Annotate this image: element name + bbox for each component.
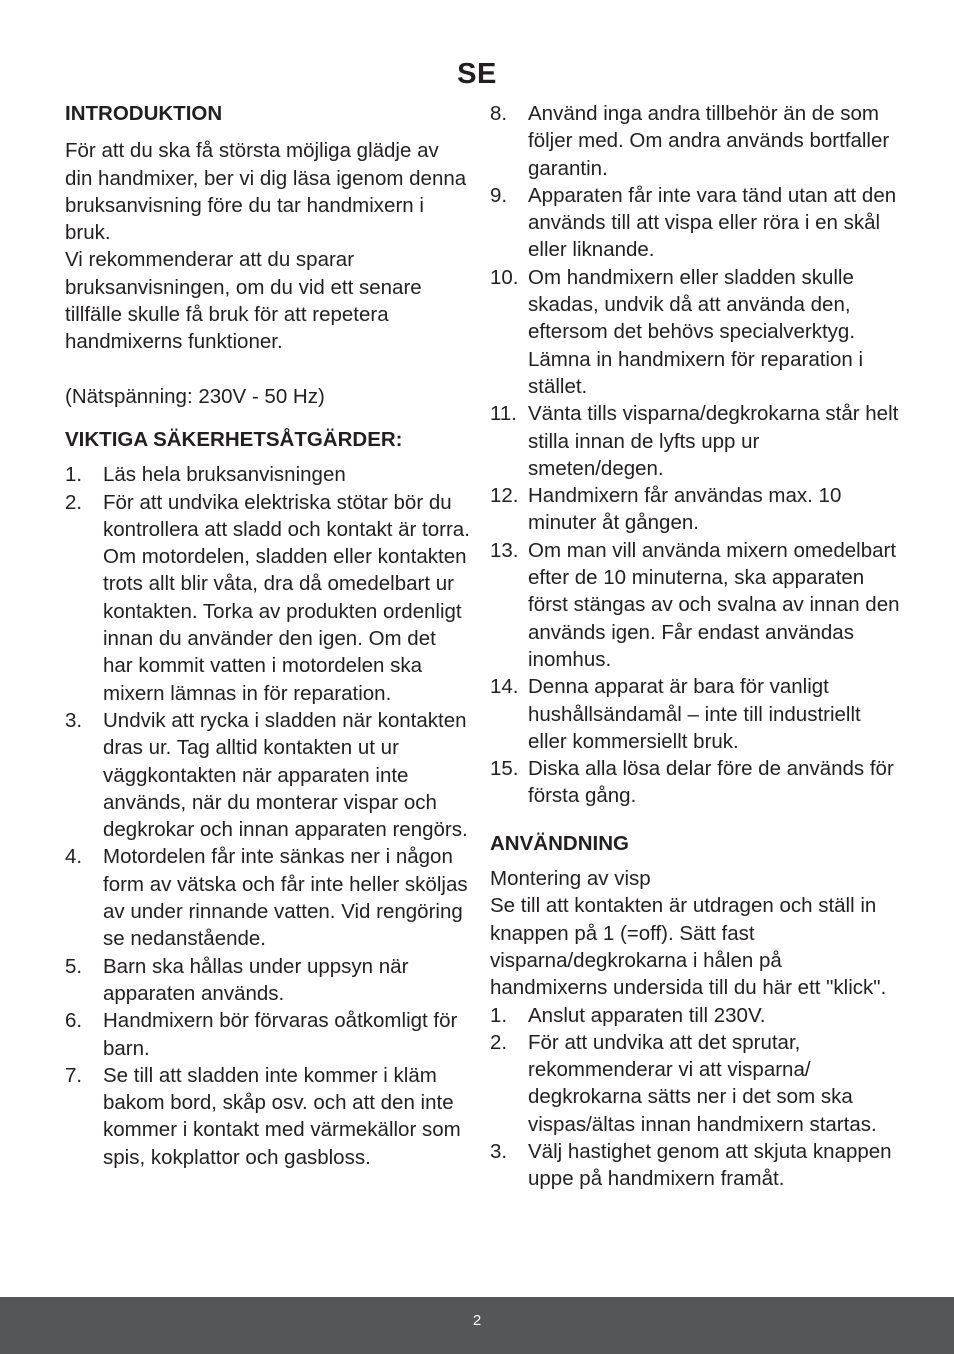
list-item: 3. Undvik att rycka i sladden när kontakten dras ur. Tag alltid kontakten ut ur väggkontakten när apparaten inte används, när du monterar vispar och degkrokar och innan apparaten rengörs. bbox=[65, 708, 468, 842]
list-item: 11. Vänta tills visparna/degkrokarna står helt stilla innan de lyfts upp ur smeten/degen. bbox=[490, 402, 899, 480]
language-code: SE bbox=[457, 58, 497, 90]
list-item: 1. Anslut apparaten till 230V. bbox=[490, 1003, 766, 1027]
safety-heading: VIKTIGA SÄKERHETSÅTGÄRDER: bbox=[65, 427, 403, 451]
list-item: 3. Välj hastighet genom att skjuta knappen uppe på handmixern framåt. bbox=[490, 1139, 892, 1191]
list-item: 2. För att undvika elektriska stötar bör du kontrollera att sladd och kontakt är torra. Om motordelen, sladden eller kontakten trots allt blir våta, dra då omedelbart ur kontakten. Torka av produkten ordenligt innan du använder den igen. Om det har kommit vatten i motordelen ska mixern lämnas in för reparation. bbox=[65, 490, 470, 705]
list-item: 13. Om man vill använda mixern omedelbart efter de 10 minuterna, ska apparaten först stängas av och svalna av innan den används igen. Får endast användas inomhus. bbox=[490, 538, 900, 671]
list-item: 12. Handmixern får användas max. 10 minuter åt gången. bbox=[490, 484, 842, 535]
list-item: 6. Handmixern bör förvaras oåtkomligt för barn. bbox=[65, 1009, 458, 1060]
page-number: 2 bbox=[472, 1312, 482, 1329]
usage-subheading: Montering av visp bbox=[490, 867, 651, 891]
list-item: 15. Diska alla lösa delar före de används för första gång. bbox=[490, 757, 894, 808]
list-item: 1. Läs hela bruksanvisningen bbox=[65, 463, 346, 487]
list-item: 5. Barn ska hållas under uppsyn när apparaten används. bbox=[65, 954, 409, 1005]
list-item: 8. Använd inga andra tillbehör än de som följer med. Om andra används bortfaller garantin. bbox=[490, 102, 890, 180]
voltage-note: (Nätspänning: 230V - 50 Hz) bbox=[65, 384, 325, 408]
page-footer bbox=[0, 1297, 954, 1354]
list-item: 14. Denna apparat är bara för vanligt hushållsändamål – inte till industriellt eller kommersiellt bruk. bbox=[490, 675, 861, 753]
usage-paragraph: Se till att kontakten är utdragen och ställ in knappen på 1 (=off). Sätt fast visparna/degkrokarna i hålen på handmixerns undersida till du här ett "klick". bbox=[490, 894, 887, 1000]
usage-heading: ANVÄNDNING bbox=[490, 831, 629, 855]
left-column bbox=[65, 100, 470, 1171]
intro-recommendation: Vi rekommenderar att du sparar bruksanvisningen, om du vid ett senare tillfälle skulle få bruk för att repetera handmixerns funktioner. bbox=[65, 248, 422, 354]
list-item: 9. Apparaten får inte vara tänd utan att den används till att vispa eller röra i en skål eller liknande. bbox=[490, 183, 897, 262]
right-column bbox=[490, 100, 900, 1193]
list-item: 4. Motordelen får inte sänkas ner i någon form av vätska och får inte heller sköljas av under rinnande vatten. Vid rengöring se nedanstående. bbox=[65, 845, 468, 951]
list-item: 2. För att undvika att det sprutar, rekommenderar vi att visparna/ degkrokarna sätts ner i det som ska vispas/ältas innan handmixern startas. bbox=[490, 1030, 877, 1136]
list-item: 10. Om handmixern eller sladden skulle skadas, undvik då att använda den, eftersom det behövs specialverktyg. Lämna in handmixern för reparation i stället. bbox=[490, 265, 864, 398]
list-item: 7. Se till att sladden inte kommer i kläm bakom bord, skåp osv. och att den inte kommer i kontakt med värmekällor som spis, kokplattor och gasbloss. bbox=[65, 1063, 461, 1169]
intro-paragraph: För att du ska få största möjliga glädje av din handmixer, ber vi dig läsa igenom denna bruksanvisning före du tar handmixern i bruk. bbox=[65, 139, 467, 245]
intro-heading: INTRODUKTION bbox=[65, 102, 223, 125]
